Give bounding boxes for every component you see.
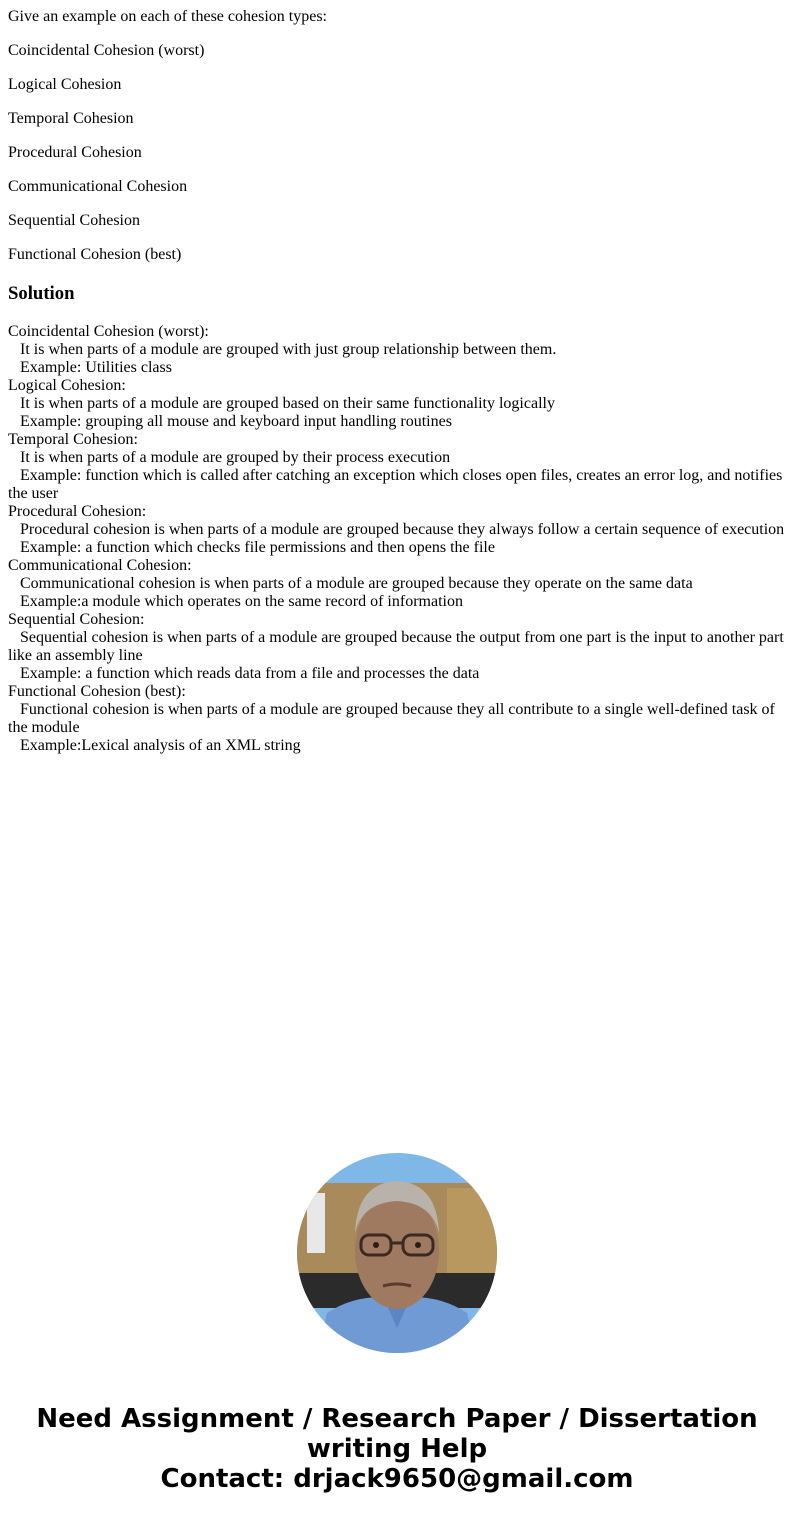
promo-line: Need Assignment / Research Paper / Dissertation bbox=[36, 1404, 758, 1434]
promo-contact: Contact: drjack9650@gmail.com bbox=[160, 1464, 634, 1494]
section-definition: Communicational cohesion is when parts of a module are grouped because they operate on the same data bbox=[20, 575, 693, 592]
document-content bbox=[8, 0, 786, 755]
question-item: Sequential Cohesion bbox=[8, 212, 140, 229]
solution-section bbox=[8, 683, 786, 755]
section-definition: It is when parts of a module are grouped with just group relationship between them. bbox=[20, 341, 557, 358]
solution-title: Solution bbox=[8, 283, 75, 304]
question-item: Procedural Cohesion bbox=[8, 144, 142, 161]
section-example: Example:Lexical analysis of an XML string bbox=[20, 737, 301, 754]
section-example: Example: function which is called after catching an exception which closes open files, creates an error log, and notifies the user bbox=[8, 467, 783, 502]
section-example: Example: Utilities class bbox=[20, 359, 172, 376]
solution-section bbox=[8, 611, 786, 683]
solution-section bbox=[8, 503, 786, 557]
section-definition: It is when parts of a module are grouped based on their same functionality logically bbox=[20, 395, 555, 412]
section-heading: Coincidental Cohesion (worst): bbox=[8, 323, 209, 340]
question-item: Coincidental Cohesion (worst) bbox=[8, 42, 205, 59]
section-heading: Sequential Cohesion: bbox=[8, 611, 145, 628]
solution-section bbox=[8, 431, 786, 503]
solution-section bbox=[8, 323, 786, 377]
section-definition: Sequential cohesion is when parts of a module are grouped because the output from one part is the input to another part like an assembly line bbox=[8, 629, 784, 664]
question-item: Logical Cohesion bbox=[8, 76, 122, 93]
question-item: Functional Cohesion (best) bbox=[8, 246, 182, 263]
section-example: Example:a module which operates on the same record of information bbox=[20, 593, 463, 610]
section-heading: Procedural Cohesion: bbox=[8, 503, 147, 520]
solution-body bbox=[8, 323, 786, 755]
section-definition: Functional cohesion is when parts of a module are grouped because they all contribute to a single well-defined task of the module bbox=[8, 701, 775, 736]
promo-line: writing Help bbox=[306, 1434, 488, 1464]
question-item: Temporal Cohesion bbox=[8, 110, 134, 127]
section-example: Example: grouping all mouse and keyboard input handling routines bbox=[20, 413, 452, 430]
section-definition: Procedural cohesion is when parts of a module are grouped because they always follow a certain sequence of execution bbox=[20, 521, 785, 538]
section-definition: It is when parts of a module are grouped by their process execution bbox=[20, 449, 451, 466]
section-heading: Communicational Cohesion: bbox=[8, 557, 192, 574]
section-heading: Functional Cohesion (best): bbox=[8, 683, 186, 700]
solution-section bbox=[8, 377, 786, 431]
solution-section bbox=[8, 557, 786, 611]
section-heading: Logical Cohesion: bbox=[8, 377, 126, 394]
person-portrait-icon bbox=[297, 1153, 497, 1353]
section-example: Example: a function which checks file permissions and then opens the file bbox=[20, 539, 495, 556]
promo-banner bbox=[0, 1404, 794, 1494]
author-avatar bbox=[297, 1153, 497, 1353]
question-intro: Give an example on each of these cohesion types: bbox=[8, 8, 327, 25]
section-example: Example: a function which reads data from a file and processes the data bbox=[20, 665, 480, 682]
section-heading: Temporal Cohesion: bbox=[8, 431, 138, 448]
question-item: Communicational Cohesion bbox=[8, 178, 188, 195]
